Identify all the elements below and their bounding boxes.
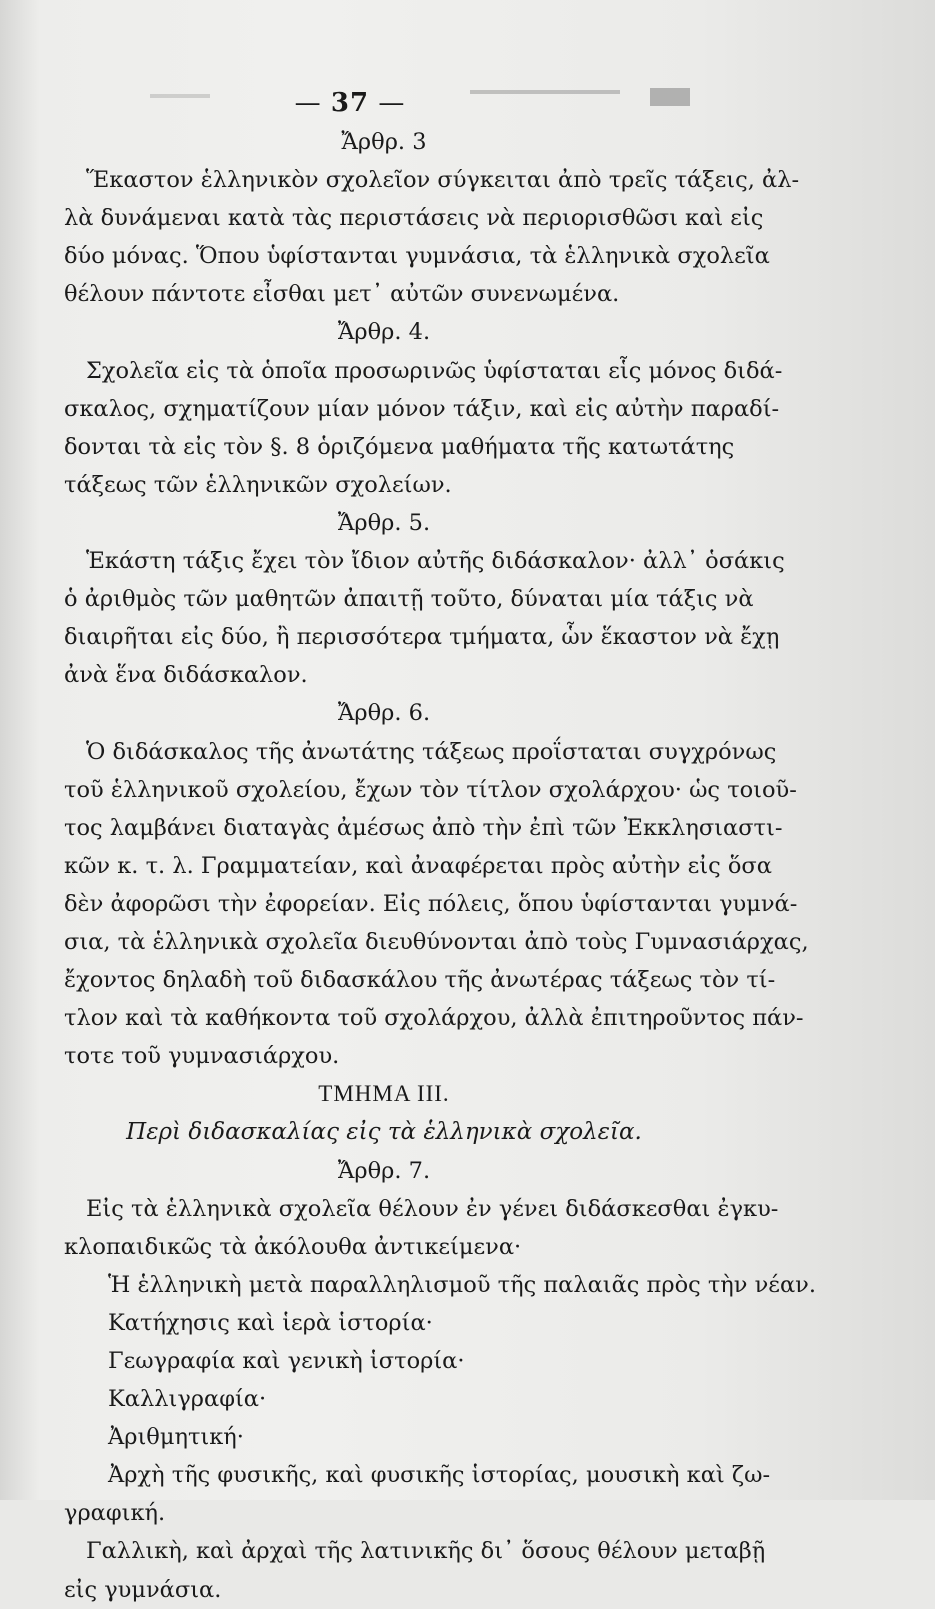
text-line: τλον καὶ τὰ καθήκοντα τοῦ σχολάρχου, ἀλλὰ ἐπιτηροῦντος πάν- xyxy=(64,1005,804,1032)
text-line: δύο μόνας. Ὅπου ὑφίστανται γυμνάσια, τὰ ἑλληνικὰ σχολεῖα xyxy=(64,243,770,270)
text-line: θέλουν πάντοτε εἶσθαι μετ᾽ αὐτῶν συνενωμένα. xyxy=(64,281,620,308)
text-line: γραφική. xyxy=(64,1500,166,1527)
text-line: τάξεως τῶν ἑλληνικῶν σχολείων. xyxy=(64,471,452,498)
text-line: Ἀρχὴ τῆς φυσικῆς, καὶ φυσικῆς ἱστορίας, μουσικὴ καὶ ζω- xyxy=(108,1462,771,1489)
article-heading: Ἄρθρ. 4. xyxy=(337,319,431,346)
article-heading: Ἄρθρ. 3 xyxy=(341,129,427,155)
page-number-dash-right: — xyxy=(369,88,406,118)
text-line: σκαλος, σχηματίζουν μίαν μόνον τάξιν, καὶ εἰς αὐτὴν παραδί- xyxy=(64,395,780,422)
text-line: δονται τὰ εἰς τὸν §. 8 ὁριζόμενα μαθήματα τῆς κατωτάτης xyxy=(64,433,735,460)
text-line: Εἰς τὰ ἑλληνικὰ σχολεῖα θέλουν ἐν γένει διδάσκεσθαι ἐγκυ- xyxy=(86,1195,779,1222)
header-rule-right xyxy=(470,90,620,94)
text-line: εἰς γυμνάσια. xyxy=(64,1576,222,1603)
text-line: κῶν κ. τ. λ. Γραμματείαν, καὶ ἀναφέρεται πρὸς αὐτὴν εἰς ὅσα xyxy=(64,852,772,879)
text-line: Ἑκάστη τάξις ἔχει τὸν ἴδιον αὐτῆς διδάσκαλον· ἀλλ᾽ ὁσάκις xyxy=(86,548,785,575)
article-heading: Ἄρθρ. 5. xyxy=(337,509,431,536)
text-line: ἀνὰ ἕνα διδάσκαλον. xyxy=(64,662,308,689)
text-line: Γαλλικὴ, καὶ ἀρχαὶ τῆς λατινικῆς δι᾽ ὅσους θέλουν μεταβῇ xyxy=(86,1538,766,1565)
text-line: λὰ δυνάμεναι κατὰ τὰς περιστάσεις νὰ περιορισθῶσι καὶ εἰς xyxy=(64,205,764,232)
header-rule-left xyxy=(150,94,210,98)
section-subtitle: Περὶ διδασκαλίας εἰς τὰ ἑλληνικὰ σχολεῖα. xyxy=(126,1119,642,1146)
page-number-block xyxy=(280,88,420,118)
article-heading: Ἄρθρ. 6. xyxy=(337,700,431,727)
text-line: ὁ ἀριθμὸς τῶν μαθητῶν ἀπαιτῇ τοῦτο, δύναται μία τάξις νὰ xyxy=(64,586,754,613)
page-number-dash-left: — xyxy=(294,88,331,118)
text-line: ἔχοντος δηλαδὴ τοῦ διδασκάλου τῆς ἀνωτέρας τάξεως τὸν τί- xyxy=(64,967,776,994)
text-line: Γεωγραφία καὶ γενικὴ ἱστορία· xyxy=(108,1348,465,1374)
text-line: τοτε τοῦ γυμνασιάρχου. xyxy=(64,1043,340,1070)
text-line: σια, τὰ ἑλληνικὰ σχολεῖα διευθύνονται ἀπὸ τοὺς Γυμνασιάρχας, xyxy=(64,928,809,955)
text-line: τος λαμβάνει διαταγὰς ἀμέσως ἀπὸ τὴν ἐπὶ τῶν Ἐκκλησιαστι- xyxy=(64,814,783,841)
page-number: 37 xyxy=(330,88,370,118)
text-line: Σχολεῖα εἰς τὰ ὁποῖα προσωρινῶς ὑφίσταται εἷς μόνος διδά- xyxy=(86,357,783,384)
text-line: δὲν ἀφορῶσι τὴν ἐφορείαν. Εἰς πόλεις, ὅπου ὑφίστανται γυμνά- xyxy=(64,890,798,917)
text-line: κλοπαιδικῶς τὰ ἀκόλουθα ἀντικείμενα· xyxy=(64,1233,522,1260)
text-line: Ἀριθμητική· xyxy=(108,1424,244,1451)
article-heading: Ἄρθρ. 7. xyxy=(337,1157,431,1184)
section-title: ΤΜΗΜΑ III. xyxy=(318,1081,450,1107)
body-text xyxy=(64,123,816,1609)
text-line: Ὁ διδάσκαλος τῆς ἀνωτάτης τάξεως προΐσταται συγχρόνως xyxy=(86,738,777,765)
text-line: διαιρῆται εἰς δύο, ἢ περισσότερα τμήματα, ὧν ἕκαστον νὰ ἔχῃ xyxy=(64,624,780,651)
text-line: Κατήχησις καὶ ἱερὰ ἱστορία· xyxy=(108,1309,433,1336)
header-ornament xyxy=(650,88,690,106)
text-line: Ἕκαστον ἑλληνικὸν σχολεῖον σύγκειται ἀπὸ τρεῖς τάξεις, ἀλ- xyxy=(86,167,800,194)
text-line: Καλλιγραφία· xyxy=(108,1386,267,1413)
text-line: Ἡ ἑλληνικὴ μετὰ παραλληλισμοῦ τῆς παλαιᾶς πρὸς τὴν νέαν. xyxy=(108,1271,816,1298)
text-line: τοῦ ἑλληνικοῦ σχολείου, ἔχων τὸν τίτλον σχολάρχου· ὡς τοιοῦ- xyxy=(64,776,797,803)
page-header xyxy=(0,84,935,124)
